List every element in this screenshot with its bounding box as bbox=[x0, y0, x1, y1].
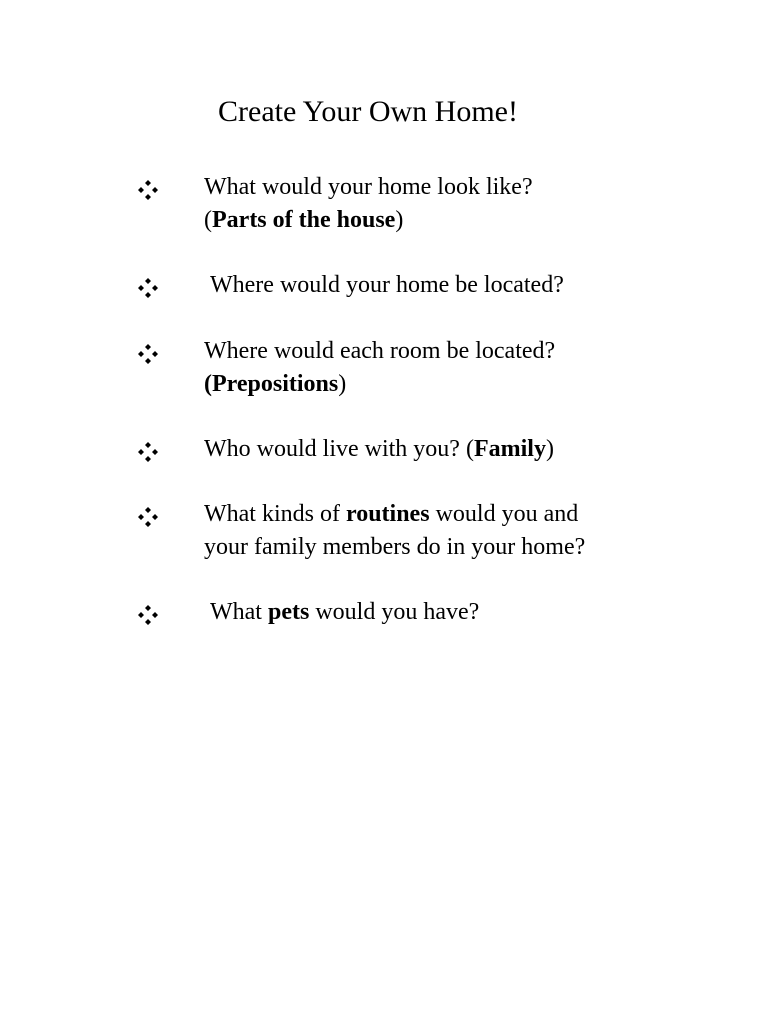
item-text: ) bbox=[545, 436, 554, 462]
list-item-line bbox=[204, 368, 555, 401]
list-item-text bbox=[210, 596, 479, 629]
item-text: What would your home look like? bbox=[204, 174, 533, 200]
item-text: ) bbox=[395, 207, 404, 233]
item-text: would you and bbox=[429, 501, 579, 527]
item-text: would you have? bbox=[309, 599, 480, 625]
four-diamond-bullet-icon bbox=[137, 343, 159, 365]
four-diamond-bullet-icon bbox=[137, 506, 159, 528]
item-keyword: routines bbox=[345, 501, 430, 527]
list-item-line bbox=[204, 433, 554, 466]
list-item-line bbox=[210, 269, 564, 302]
list-item-text bbox=[210, 269, 564, 302]
list-item-line bbox=[204, 335, 555, 368]
item-text: Who would live with you? ( bbox=[204, 436, 474, 462]
item-text: What kinds of bbox=[204, 501, 346, 527]
item-text: ( bbox=[204, 207, 212, 233]
item-text: Where would your home be located? bbox=[210, 272, 564, 298]
item-text: ) bbox=[338, 371, 347, 397]
four-diamond-bullet-icon bbox=[137, 277, 159, 299]
item-text: your family members do in your home? bbox=[204, 534, 586, 560]
list-item-text bbox=[204, 433, 554, 466]
list-item-line bbox=[204, 498, 585, 531]
item-text: What bbox=[210, 599, 268, 625]
list-item-line bbox=[204, 204, 533, 237]
list-item-text bbox=[204, 335, 555, 401]
item-text: Where would each room be located? bbox=[204, 338, 556, 364]
four-diamond-bullet-icon bbox=[137, 441, 159, 463]
four-diamond-bullet-icon bbox=[137, 179, 159, 201]
list-item-line bbox=[204, 531, 585, 564]
four-diamond-bullet-icon bbox=[137, 604, 159, 626]
list-item-text bbox=[204, 498, 585, 564]
list-item-line bbox=[210, 596, 479, 629]
list-item-text bbox=[204, 171, 533, 237]
item-keyword: Parts of the house bbox=[212, 207, 396, 233]
list-item-line bbox=[204, 171, 533, 204]
item-keyword: Family bbox=[473, 436, 546, 462]
item-keyword: pets bbox=[267, 599, 310, 625]
page-title: Create Your Own Home! bbox=[218, 95, 518, 128]
item-keyword: (Prepositions bbox=[204, 371, 339, 397]
